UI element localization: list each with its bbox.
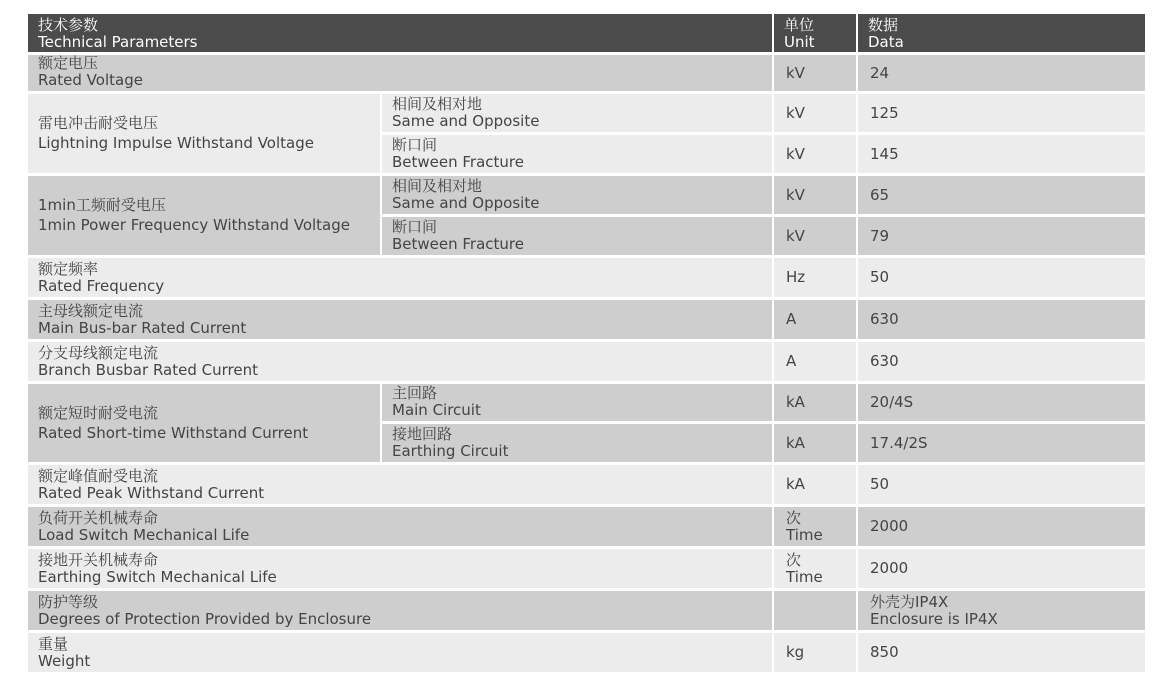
subparam-en: Same and Opposite bbox=[392, 194, 540, 212]
param-en: Degrees of Protection Provided by Enclosure bbox=[38, 610, 372, 628]
subparam-zh: 主回路 bbox=[392, 384, 438, 402]
param-en: Rated Voltage bbox=[38, 71, 143, 89]
unit-cell: kV bbox=[774, 135, 856, 173]
param-cell bbox=[28, 549, 772, 588]
subparam-cell bbox=[382, 135, 772, 173]
value-cell: 50 bbox=[858, 258, 1145, 297]
unit-cell: A bbox=[774, 342, 856, 381]
value-cell: 24 bbox=[858, 55, 1145, 91]
unit-en: Time bbox=[786, 526, 823, 544]
subparam-zh: 接地回路 bbox=[392, 425, 453, 443]
param-en: Earthing Switch Mechanical Life bbox=[38, 568, 277, 586]
table-row bbox=[28, 549, 1145, 588]
value-cell: 79 bbox=[858, 217, 1145, 255]
unit-cell: kg bbox=[774, 633, 856, 672]
table-row bbox=[28, 258, 1145, 297]
param-en: Weight bbox=[38, 652, 91, 670]
header-parameter-en: Technical Parameters bbox=[38, 33, 198, 51]
unit-cell bbox=[774, 549, 856, 588]
param-zh: 额定频率 bbox=[38, 260, 99, 278]
table-row bbox=[28, 591, 1145, 630]
header-unit-en: Unit bbox=[784, 33, 815, 51]
unit-cell: Hz bbox=[774, 258, 856, 297]
param-en: Branch Busbar Rated Current bbox=[38, 361, 258, 379]
value-cell: 17.4/2S bbox=[858, 424, 1145, 462]
header-data-en: Data bbox=[868, 33, 904, 51]
subparam-zh: 断口间 bbox=[392, 136, 438, 154]
table-row bbox=[28, 507, 1145, 546]
unit-cell: kV bbox=[774, 55, 856, 91]
table-row bbox=[28, 94, 1145, 132]
value-cell: 65 bbox=[858, 176, 1145, 214]
param-zh: 负荷开关机械寿命 bbox=[38, 509, 159, 527]
param-cell bbox=[28, 94, 380, 173]
param-cell bbox=[28, 258, 772, 297]
param-zh: 额定峰值耐受电流 bbox=[38, 467, 159, 485]
param-zh: 雷电冲击耐受电压 bbox=[38, 114, 159, 132]
value-cell: 2000 bbox=[858, 549, 1145, 588]
technical-parameters-table bbox=[26, 11, 1147, 675]
value-cell: 125 bbox=[858, 94, 1145, 132]
unit-cell bbox=[774, 507, 856, 546]
unit-en: Time bbox=[786, 568, 823, 586]
value-cell: 850 bbox=[858, 633, 1145, 672]
param-cell bbox=[28, 633, 772, 672]
table-row bbox=[28, 176, 1145, 214]
value-cell: 20/4S bbox=[858, 384, 1145, 421]
subparam-zh: 相间及相对地 bbox=[392, 177, 483, 195]
param-en: Rated Peak Withstand Current bbox=[38, 484, 265, 502]
header-parameter-zh: 技术参数 bbox=[38, 16, 99, 34]
param-zh: 防护等级 bbox=[38, 593, 99, 611]
value-cell: 2000 bbox=[858, 507, 1145, 546]
subparam-cell bbox=[382, 424, 772, 462]
unit-cell: kV bbox=[774, 217, 856, 255]
subparam-cell bbox=[382, 384, 772, 421]
value-en: Enclosure is IP4X bbox=[870, 610, 998, 628]
param-en: Load Switch Mechanical Life bbox=[38, 526, 250, 544]
subparam-cell bbox=[382, 217, 772, 255]
param-zh: 分支母线额定电流 bbox=[38, 344, 159, 362]
param-zh: 额定短时耐受电流 bbox=[38, 403, 159, 422]
subparam-en: Between Fracture bbox=[392, 235, 524, 253]
table-row bbox=[28, 300, 1145, 339]
unit-zh: 次 bbox=[786, 551, 802, 569]
table-row bbox=[28, 342, 1145, 381]
unit-zh: 次 bbox=[786, 509, 802, 527]
value-zh: 外壳为IP4X bbox=[870, 593, 949, 611]
unit-cell: A bbox=[774, 300, 856, 339]
unit-cell: kA bbox=[774, 424, 856, 462]
param-cell bbox=[28, 342, 772, 381]
param-en: Rated Frequency bbox=[38, 277, 165, 295]
table-header-row bbox=[28, 14, 1145, 52]
param-cell bbox=[28, 300, 772, 339]
value-cell: 50 bbox=[858, 465, 1145, 504]
table-row bbox=[28, 384, 1145, 421]
header-unit-zh: 单位 bbox=[784, 16, 815, 34]
param-en: Rated Short-time Withstand Current bbox=[38, 423, 309, 442]
subparam-en: Earthing Circuit bbox=[392, 442, 509, 460]
unit-cell: kA bbox=[774, 384, 856, 421]
table-row bbox=[28, 633, 1145, 672]
subparam-cell bbox=[382, 94, 772, 132]
param-zh: 主母线额定电流 bbox=[38, 302, 144, 320]
table-row bbox=[28, 55, 1145, 91]
param-zh: 额定电压 bbox=[38, 55, 99, 72]
param-cell bbox=[28, 591, 772, 630]
param-cell bbox=[28, 465, 772, 504]
param-en: 1min Power Frequency Withstand Voltage bbox=[38, 216, 350, 234]
table-row bbox=[28, 465, 1145, 504]
header-parameter bbox=[28, 14, 772, 52]
param-zh: 重量 bbox=[38, 635, 69, 653]
param-cell bbox=[28, 384, 380, 462]
header-unit bbox=[774, 14, 856, 52]
param-en: Main Bus-bar Rated Current bbox=[38, 319, 247, 337]
value-cell bbox=[858, 591, 1145, 630]
subparam-zh: 断口间 bbox=[392, 218, 438, 236]
param-cell bbox=[28, 176, 380, 255]
header-data-zh: 数据 bbox=[868, 16, 899, 34]
subparam-en: Between Fracture bbox=[392, 153, 524, 171]
param-en: Lightning Impulse Withstand Voltage bbox=[38, 134, 314, 152]
value-cell: 630 bbox=[858, 342, 1145, 381]
subparam-en: Main Circuit bbox=[392, 401, 481, 419]
header-data bbox=[858, 14, 1145, 52]
subparam-zh: 相间及相对地 bbox=[392, 95, 483, 113]
param-zh: 1min工频耐受电压 bbox=[38, 196, 166, 214]
subparam-cell bbox=[382, 176, 772, 214]
unit-cell: kV bbox=[774, 94, 856, 132]
param-cell bbox=[28, 55, 772, 91]
param-cell bbox=[28, 507, 772, 546]
unit-cell bbox=[774, 591, 856, 630]
unit-cell: kA bbox=[774, 465, 856, 504]
unit-cell: kV bbox=[774, 176, 856, 214]
value-cell: 630 bbox=[858, 300, 1145, 339]
param-zh: 接地开关机械寿命 bbox=[38, 551, 159, 569]
subparam-en: Same and Opposite bbox=[392, 112, 540, 130]
value-cell: 145 bbox=[858, 135, 1145, 173]
